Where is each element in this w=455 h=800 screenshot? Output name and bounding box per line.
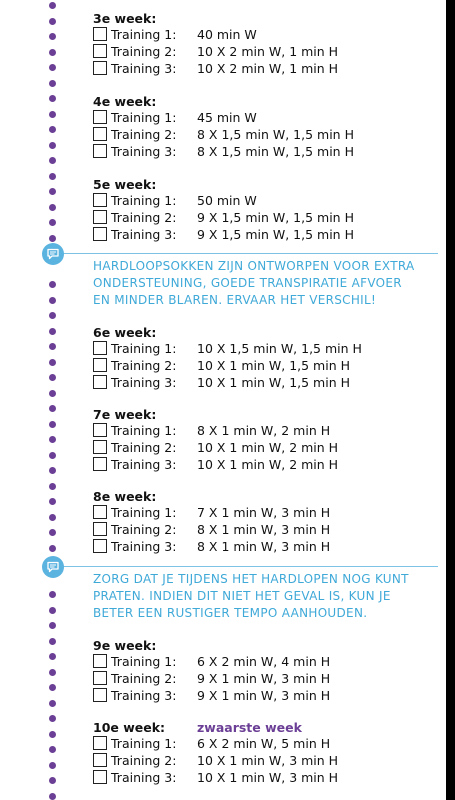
training-label: Training 3:	[111, 61, 177, 76]
training-row	[93, 736, 423, 752]
checkbox-icon[interactable]	[93, 227, 107, 241]
checkbox-icon[interactable]	[93, 127, 107, 141]
training-label: Training 1:	[111, 736, 177, 751]
checkbox-icon[interactable]	[93, 522, 107, 536]
training-label: Training 3:	[111, 227, 177, 242]
training-label: Training 1:	[111, 27, 177, 42]
tip-line: HARDLOOPSOKKEN ZIJN ONTWORPEN VOOR EXTRA	[93, 259, 415, 273]
training-value: 9 X 1,5 min W, 1,5 min H	[197, 227, 354, 242]
week-title: 8e week:	[93, 489, 157, 504]
training-value: 50 min W	[197, 193, 257, 208]
training-value: 6 X 2 min W, 4 min H	[197, 654, 331, 669]
training-label: Training 2:	[111, 671, 177, 686]
checkbox-icon[interactable]	[93, 505, 107, 519]
training-row	[93, 375, 423, 391]
training-row	[93, 358, 423, 374]
training-row	[93, 127, 423, 143]
training-row	[93, 423, 423, 439]
training-label: Training 1:	[111, 505, 177, 520]
training-label: Training 3:	[111, 539, 177, 554]
training-label: Training 3:	[111, 375, 177, 390]
training-row	[93, 688, 423, 704]
training-value: 40 min W	[197, 27, 257, 42]
training-label: Training 1:	[111, 341, 177, 356]
training-value: 8 X 1,5 min W, 1,5 min H	[197, 127, 354, 142]
training-value: 10 X 1 min W, 1,5 min H	[197, 375, 350, 390]
checkbox-icon[interactable]	[93, 27, 107, 41]
week-title: 9e week:	[93, 638, 157, 653]
training-value: 10 X 1 min W, 2 min H	[197, 457, 339, 472]
training-row	[93, 193, 423, 209]
checkbox-icon[interactable]	[93, 688, 107, 702]
week-title: 6e week:	[93, 325, 157, 340]
week-title: 5e week:	[93, 177, 157, 192]
tip-line: EN MINDER BLAREN. ERVAAR HET VERSCHIL!	[93, 293, 377, 307]
training-value: 45 min W	[197, 110, 257, 125]
week-title: 3e week:	[93, 11, 157, 26]
checkbox-icon[interactable]	[93, 44, 107, 58]
training-label: Training 1:	[111, 423, 177, 438]
checkbox-icon[interactable]	[93, 423, 107, 437]
speech-bubble-icon	[42, 243, 64, 265]
training-label: Training 1:	[111, 654, 177, 669]
training-row	[93, 144, 423, 160]
training-value: 7 X 1 min W, 3 min H	[197, 505, 331, 520]
checkbox-icon[interactable]	[93, 440, 107, 454]
training-label: Training 2:	[111, 522, 177, 537]
training-label: Training 2:	[111, 753, 177, 768]
checkbox-icon[interactable]	[93, 210, 107, 224]
training-value: 8 X 1 min W, 2 min H	[197, 423, 331, 438]
week-title: 10e week:	[93, 720, 166, 735]
training-row	[93, 654, 423, 670]
training-row	[93, 227, 423, 243]
tip-line: BETER EEN RUSTIGER TEMPO AANHOUDEN.	[93, 606, 368, 620]
checkbox-icon[interactable]	[93, 539, 107, 553]
tip-line: PRATEN. INDIEN DIT NIET HET GEVAL IS, KUN JE	[93, 589, 391, 603]
tip-text	[93, 571, 423, 622]
training-value: 10 X 1,5 min W, 1,5 min H	[197, 341, 362, 356]
tip-text	[93, 258, 423, 309]
training-label: Training 3:	[111, 688, 177, 703]
tip-line: ZORG DAT JE TIJDENS HET HARDLOPEN NOG KUNT	[93, 572, 409, 586]
screen-edge	[446, 0, 455, 800]
checkbox-icon[interactable]	[93, 358, 107, 372]
hardest-week-tag: zwaarste week	[197, 720, 302, 735]
checkbox-icon[interactable]	[93, 144, 107, 158]
training-value: 10 X 1 min W, 1,5 min H	[197, 358, 350, 373]
tip-divider	[62, 566, 438, 567]
tip-divider	[62, 253, 438, 254]
training-value: 8 X 1,5 min W, 1,5 min H	[197, 144, 354, 159]
training-value: 10 X 2 min W, 1 min H	[197, 61, 339, 76]
checkbox-icon[interactable]	[93, 341, 107, 355]
checkbox-icon[interactable]	[93, 671, 107, 685]
training-value: 10 X 2 min W, 1 min H	[197, 44, 339, 59]
training-value: 8 X 1 min W, 3 min H	[197, 539, 331, 554]
training-row	[93, 522, 423, 538]
training-row	[93, 539, 423, 555]
training-row	[93, 457, 423, 473]
training-label: Training 2:	[111, 44, 177, 59]
training-label: Training 1:	[111, 193, 177, 208]
week-title: 7e week:	[93, 407, 157, 422]
training-value: 10 X 1 min W, 3 min H	[197, 753, 339, 768]
training-value: 9 X 1,5 min W, 1,5 min H	[197, 210, 354, 225]
training-row	[93, 27, 423, 43]
training-label: Training 2:	[111, 440, 177, 455]
training-value: 9 X 1 min W, 3 min H	[197, 688, 331, 703]
checkbox-icon[interactable]	[93, 375, 107, 389]
training-row	[93, 61, 423, 77]
training-row	[93, 341, 423, 357]
training-row	[93, 753, 423, 769]
training-row	[93, 210, 423, 226]
checkbox-icon[interactable]	[93, 193, 107, 207]
tip-line: ONDERSTEUNING, GOEDE TRANSPIRATIE AFVOER	[93, 276, 402, 290]
training-value: 6 X 2 min W, 5 min H	[197, 736, 331, 751]
training-row	[93, 671, 423, 687]
training-row	[93, 440, 423, 456]
training-label: Training 1:	[111, 110, 177, 125]
training-row	[93, 110, 423, 126]
checkbox-icon[interactable]	[93, 736, 107, 750]
checkbox-icon[interactable]	[93, 654, 107, 668]
checkbox-icon[interactable]	[93, 61, 107, 75]
speech-bubble-icon	[42, 556, 64, 578]
training-label: Training 3:	[111, 457, 177, 472]
training-label: Training 3:	[111, 770, 177, 785]
training-row	[93, 44, 423, 60]
training-row	[93, 505, 423, 521]
training-value: 10 X 1 min W, 3 min H	[197, 770, 339, 785]
checkbox-icon[interactable]	[93, 753, 107, 767]
checkbox-icon[interactable]	[93, 457, 107, 471]
training-value: 9 X 1 min W, 3 min H	[197, 671, 331, 686]
checkbox-icon[interactable]	[93, 770, 107, 784]
checkbox-icon[interactable]	[93, 110, 107, 124]
training-label: Training 2:	[111, 210, 177, 225]
training-label: Training 2:	[111, 358, 177, 373]
week-title: 4e week:	[93, 94, 157, 109]
training-label: Training 3:	[111, 144, 177, 159]
training-value: 8 X 1 min W, 3 min H	[197, 522, 331, 537]
training-row	[93, 770, 423, 786]
training-value: 10 X 1 min W, 2 min H	[197, 440, 339, 455]
training-label: Training 2:	[111, 127, 177, 142]
